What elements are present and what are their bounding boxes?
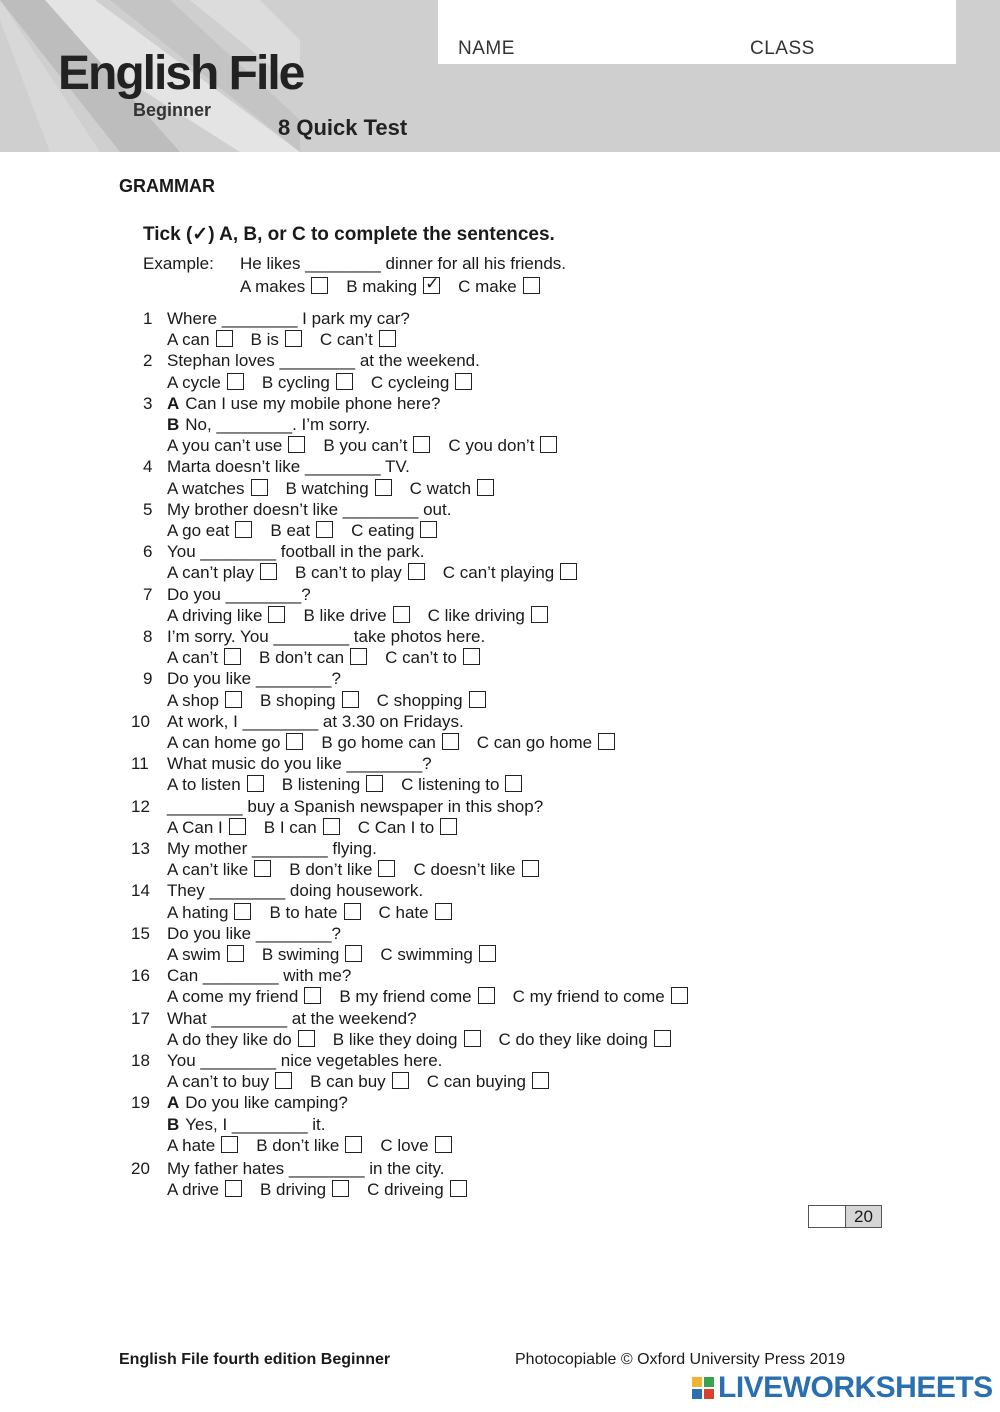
q15-option-b: B swiming [261,945,340,964]
question-number: 10 [131,711,150,731]
q12-option-c: C Can I to [357,817,435,837]
question-sentence: Where ________ I park my car? [167,309,410,328]
question-sentence: Do you ________? [167,584,311,604]
class-label: CLASS [750,38,815,59]
q8-checkbox-a[interactable] [224,648,241,665]
question-options [167,1030,689,1050]
q20-option-b: B driving [259,1180,327,1200]
q9-option-b: B shoping [260,690,336,710]
name-class-box [438,0,956,64]
logo-subtitle: Beginner [133,100,212,120]
q6-checkbox-a[interactable] [260,563,277,580]
dialogue-line [167,394,440,414]
q16-option-c: C my friend to come [512,987,665,1007]
q1-checkbox-a[interactable] [216,330,233,347]
question-options [167,818,475,838]
question-sentence: Marta doesn’t like ________ TV. [167,457,410,477]
q13-checkbox-a[interactable] [254,860,271,877]
question-options [167,436,575,456]
question-number: 9 [143,669,153,689]
q20-checkbox-a[interactable] [225,1180,242,1197]
q1-option-c: C can’t [319,330,373,350]
question-sentence: Do you like ________? [167,923,341,943]
q7-checkbox-b[interactable] [393,606,410,623]
q4-checkbox-c[interactable] [477,479,494,496]
question-number: 20 [131,1159,150,1178]
q13-option-b: B don’t like [289,860,373,880]
score-input[interactable] [809,1206,846,1227]
logo-title: English File [58,47,304,100]
question-number: 6 [143,542,153,562]
question-options [167,987,706,1007]
q8-option-c: C can’t to [385,648,457,668]
question-number: 14 [131,881,150,901]
q3-option-b: B you can’t [323,436,408,456]
q4-checkbox-a[interactable] [251,479,268,496]
question-number: 8 [143,627,153,646]
question-sentence: What music do you like ________? [167,754,432,774]
q7-option-a: A driving like [167,605,263,625]
q16-checkbox-a[interactable] [304,987,321,1004]
q3-checkbox-a[interactable] [288,436,305,453]
question-sentence: You ________ football in the park. [167,542,425,562]
question-number: 5 [143,499,153,519]
q4-option-c: C watch [409,478,472,498]
question-options [167,330,414,350]
q2-checkbox-b[interactable] [336,373,353,390]
q7-checkbox-a[interactable] [268,606,285,623]
example-sentence: He likes ________ dinner for all his friends. [240,254,567,273]
q11-checkbox-b[interactable] [366,775,383,792]
q4-checkbox-b[interactable] [375,479,392,496]
q15-option-c: C swimming [380,945,473,964]
q16-checkbox-c[interactable] [671,987,688,1004]
q20-checkbox-b[interactable] [332,1180,349,1197]
q3-option-c: C you don’t [448,436,535,456]
dialogue-speaker: B [167,415,180,434]
q12-checkbox-b[interactable] [323,818,340,835]
example-checkbox-a[interactable] [311,277,328,294]
q1-option-b: B is [250,330,279,350]
q2-option-b: B cycling [261,372,330,392]
question-number: 3 [143,393,153,413]
q14-checkbox-b[interactable] [344,903,361,920]
question-sentence: They ________ doing housework. [167,881,424,901]
question-number: 13 [131,839,150,858]
q6-option-b: B can’t to play [294,563,402,583]
q11-option-b: B listening [281,775,361,795]
q4-option-a: A watches [167,478,245,498]
question-sentence: ________ buy a Spanish newspaper in this shop? [167,796,544,816]
q15-checkbox-c[interactable] [479,945,496,962]
q13-checkbox-c[interactable] [522,860,539,877]
q11-option-a: A to listen [167,775,241,795]
q16-option-b: B my friend come [339,987,472,1007]
footer-edition: English File fourth edition Beginner [119,1351,391,1368]
question-options [167,648,498,668]
question-options [167,733,633,753]
q2-option-a: A cycle [167,372,221,392]
question-options [167,1072,567,1092]
q9-option-c: C shopping [376,690,463,710]
q19-option-c: C love [380,1135,429,1155]
question-options [167,775,540,795]
question-number: 15 [131,923,150,943]
question-number: 12 [131,796,150,816]
q6-option-c: C can’t playing [442,563,555,583]
q5-checkbox-b[interactable] [316,521,333,538]
q5-checkbox-a[interactable] [235,521,252,538]
q15-option-a: A swim [167,945,221,964]
dialogue-line [167,415,370,435]
question-options [167,860,557,880]
q17-option-c: C do they like doing [498,1029,648,1049]
q9-checkbox-a[interactable] [225,691,242,708]
q14-option-a: A hating [167,902,229,922]
score-box [808,1205,882,1228]
q12-checkbox-a[interactable] [229,818,246,835]
question-sentence: Stephan loves ________ at the weekend. [167,351,480,371]
q5-option-c: C eating [351,521,415,540]
dialogue-line [167,1115,326,1135]
q2-checkbox-c[interactable] [455,373,472,390]
q20-checkbox-c[interactable] [450,1180,467,1197]
dialogue-line [167,1093,348,1113]
q11-checkbox-c[interactable] [505,775,522,792]
q17-checkbox-c[interactable] [654,1030,671,1047]
q19-option-b: B don’t like [256,1135,340,1155]
q3-checkbox-c[interactable] [540,436,557,453]
question-number: 7 [143,584,153,604]
question-options [167,691,504,711]
dialogue-text: Can I use my mobile phone here? [185,393,441,413]
q19-checkbox-c[interactable] [435,1136,452,1153]
question-options [167,903,470,923]
q1-checkbox-b[interactable] [285,330,302,347]
question-number: 17 [131,1008,150,1028]
q11-option-c: C listening to [401,775,500,795]
q7-option-b: B like drive [303,605,387,625]
question-options [167,373,490,393]
q16-checkbox-b[interactable] [478,987,495,1004]
q5-option-a: A go eat [167,521,230,540]
q18-checkbox-b[interactable] [392,1072,409,1089]
example-checkbox-c[interactable] [523,277,540,294]
q4-option-b: B watching [285,478,369,498]
q18-checkbox-a[interactable] [275,1072,292,1089]
q9-checkbox-b[interactable] [342,691,359,708]
q8-option-b: B don’t can [259,648,345,668]
question-sentence: Can ________ with me? [167,966,352,986]
question-number: 2 [143,351,153,371]
question-sentence: You ________ nice vegetables here. [167,1051,443,1070]
dialogue-text: No, ________. I’m sorry. [185,415,371,434]
q17-checkbox-b[interactable] [464,1030,481,1047]
question-options [167,521,455,541]
question-sentence: At work, I ________ at 3.30 on Fridays. [167,711,464,731]
q19-checkbox-a[interactable] [221,1136,238,1153]
q18-option-a: A can’t to buy [167,1072,270,1092]
q20-option-a: A drive [167,1180,219,1200]
q6-checkbox-b[interactable] [408,563,425,580]
instruction: Tick (✓) A, B, or C to complete the sentences. [143,224,555,245]
example-option-b: B making [346,277,418,296]
q10-checkbox-b[interactable] [442,733,459,750]
question-sentence: My mother ________ flying. [167,839,377,858]
question-sentence: My father hates ________ in the city. [167,1159,445,1178]
q1-checkbox-c[interactable] [379,330,396,347]
q13-option-a: A can’t like [167,860,249,880]
question-number: 11 [131,754,149,774]
question-number: 16 [131,966,150,986]
dialogue-speaker: A [167,1093,180,1113]
section-title: GRAMMAR [119,176,215,196]
dialogue-text: Yes, I ________ it. [185,1114,326,1134]
liveworksheets-icon [692,1377,714,1399]
q2-checkbox-a[interactable] [227,373,244,390]
q10-option-c: C can go home [476,733,593,752]
name-label: NAME [458,38,515,59]
example-option-c: C make [458,277,517,296]
q12-checkbox-c[interactable] [440,818,457,835]
q15-checkbox-a[interactable] [227,945,244,962]
q17-option-a: A do they like do [167,1029,292,1049]
q8-checkbox-b[interactable] [350,648,367,665]
q3-option-a: A you can’t use [167,436,283,456]
q20-option-c: C driveing [367,1180,444,1200]
dialogue-text: Do you like camping? [185,1093,348,1113]
question-options [167,1136,470,1156]
dialogue-speaker: A [167,393,180,413]
q14-option-b: B to hate [269,902,338,922]
question-sentence: I’m sorry. You ________ take photos here. [167,627,486,646]
question-sentence: What ________ at the weekend? [167,1008,417,1028]
question-options [167,1180,485,1200]
q10-option-a: A can home go [167,733,281,752]
q10-checkbox-c[interactable] [598,733,615,750]
example-options [240,277,558,297]
question-options [167,606,566,626]
q3-checkbox-b[interactable] [413,436,430,453]
q12-option-b: B I can [263,817,317,837]
example-checkbox-b[interactable] [423,277,440,294]
q10-checkbox-a[interactable] [286,733,303,750]
q9-checkbox-c[interactable] [469,691,486,708]
q14-checkbox-a[interactable] [234,903,251,920]
q9-option-a: A shop [167,690,219,710]
liveworksheets-wordmark: LIVEWORKSHEETS [718,1371,993,1404]
question-options [167,563,595,583]
question-sentence: My brother doesn’t like ________ out. [167,499,452,519]
header-banner [0,0,1000,152]
question-number: 1 [143,309,153,328]
q10-option-b: B go home can [321,733,436,752]
example-label: Example: [143,254,214,273]
q5-option-b: B eat [270,521,311,540]
q17-option-b: B like they doing [332,1029,458,1049]
q18-option-b: B can buy [310,1072,386,1092]
q1-option-a: A can [167,330,210,350]
q7-checkbox-c[interactable] [531,606,548,623]
q6-option-a: A can’t play [167,563,254,583]
score-total: 20 [846,1206,881,1227]
q17-checkbox-a[interactable] [298,1030,315,1047]
q19-checkbox-b[interactable] [345,1136,362,1153]
q5-checkbox-c[interactable] [420,521,437,538]
q8-checkbox-c[interactable] [463,648,480,665]
q14-checkbox-c[interactable] [435,903,452,920]
q6-checkbox-c[interactable] [560,563,577,580]
q8-option-a: A can’t [167,648,219,668]
q18-option-c: C can buying [426,1072,526,1092]
q14-option-c: C hate [378,902,429,922]
test-title: 8 Quick Test [278,115,408,140]
question-sentence: Do you like ________? [167,669,341,689]
q19-option-a: A hate [167,1135,216,1155]
question-number: 4 [143,457,153,477]
q7-option-c: C like driving [427,605,525,625]
q16-option-a: A come my friend [167,987,299,1007]
q11-checkbox-a[interactable] [247,775,264,792]
question-number: 19 [131,1093,150,1113]
dialogue-speaker: B [167,1114,180,1134]
question-options [167,945,514,965]
q15-checkbox-b[interactable] [345,945,362,962]
q13-checkbox-b[interactable] [378,860,395,877]
question-number: 18 [131,1051,150,1070]
q12-option-a: A Can I [167,817,223,837]
q13-option-c: C doesn’t like [413,860,516,880]
footer-copyright: Photocopiable © Oxford University Press 2019 [515,1351,846,1368]
example-option-a: A makes [240,277,306,296]
q18-checkbox-c[interactable] [532,1072,549,1089]
q2-option-c: C cycleing [370,372,450,392]
question-options [167,479,512,499]
